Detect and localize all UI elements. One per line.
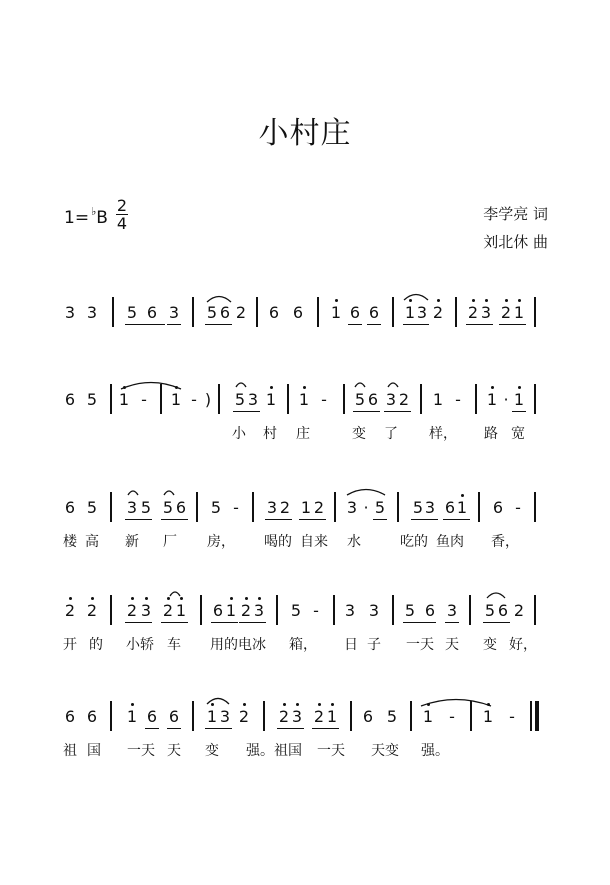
note: 3 <box>291 707 303 726</box>
note: 1 <box>298 390 310 409</box>
note: 6 <box>362 707 374 726</box>
note: 5 <box>354 390 366 409</box>
underline <box>483 622 510 623</box>
note: 5 <box>290 601 302 620</box>
barline <box>469 595 471 625</box>
note: 1 <box>225 601 237 620</box>
lyric: 开 <box>63 637 77 653</box>
lyric: 香， <box>491 534 519 550</box>
underline <box>167 324 181 325</box>
lyric: 高 <box>85 534 99 550</box>
underline <box>233 411 260 412</box>
lyricist-credit: 李学亮 词 <box>483 205 548 223</box>
key-note: B <box>96 208 108 228</box>
note: 5 <box>412 498 424 517</box>
note: 3 <box>368 601 380 620</box>
barline <box>252 492 254 522</box>
lyric: 厂 <box>163 534 177 550</box>
lyric: 村 <box>263 426 277 442</box>
fermata <box>386 378 400 388</box>
note: 3 <box>346 498 358 517</box>
note: ) <box>204 390 212 409</box>
key-signature <box>64 196 128 233</box>
note: 2 <box>279 498 291 517</box>
underline <box>373 519 387 520</box>
note: - <box>313 601 319 620</box>
barline <box>110 701 112 731</box>
note: 6 <box>367 390 379 409</box>
high-dot <box>131 597 134 600</box>
underline <box>161 519 188 520</box>
note: 3 <box>253 601 265 620</box>
note: 3 <box>424 498 436 517</box>
barline <box>192 701 194 731</box>
barline <box>200 595 202 625</box>
note: · <box>503 390 509 409</box>
note: 6 <box>168 707 180 726</box>
barline <box>392 297 394 327</box>
fermata <box>126 486 140 496</box>
lyric: 自来 <box>300 534 328 550</box>
lyric: 车 <box>167 637 181 653</box>
barline <box>478 492 480 522</box>
note: 6 <box>492 498 504 517</box>
score-row-4 <box>0 601 610 661</box>
barline <box>392 595 394 625</box>
lyric: 一天 <box>317 743 345 759</box>
underline <box>205 728 232 729</box>
high-dot <box>175 386 178 389</box>
note: 6 <box>146 707 158 726</box>
lyric: 水 <box>347 534 361 550</box>
barline <box>455 297 457 327</box>
underline <box>161 622 188 623</box>
high-dot <box>472 299 475 302</box>
high-dot <box>303 386 306 389</box>
note: 6 <box>444 498 456 517</box>
high-dot <box>91 597 94 600</box>
note: 3 <box>266 498 278 517</box>
note: 2 <box>64 601 76 620</box>
fermata <box>484 587 508 599</box>
underline <box>211 622 238 623</box>
barline <box>530 701 532 731</box>
high-dot <box>283 703 286 706</box>
note: 3 <box>385 390 397 409</box>
note: 3 <box>219 707 231 726</box>
barline <box>420 384 422 414</box>
time-signature <box>116 197 128 232</box>
lyric: 房， <box>207 534 235 550</box>
note: · <box>363 498 369 517</box>
slur <box>344 484 388 496</box>
score-row-5 <box>0 707 610 767</box>
note: - <box>509 707 515 726</box>
note: 1 <box>482 707 494 726</box>
underline <box>312 728 339 729</box>
high-dot <box>335 299 338 302</box>
lyric: 好， <box>509 637 537 653</box>
fermata <box>168 587 182 597</box>
high-dot <box>485 299 488 302</box>
barline <box>475 384 477 414</box>
lyric: 变 <box>352 426 366 442</box>
note: 1 <box>513 390 525 409</box>
lyric: 国 <box>87 743 101 759</box>
note: 1 <box>330 303 342 322</box>
barline <box>218 384 220 414</box>
high-dot <box>123 386 126 389</box>
fermata <box>353 378 367 388</box>
note: 5 <box>206 303 218 322</box>
underline <box>384 411 411 412</box>
note: 1 <box>404 303 416 322</box>
note: 1 <box>170 390 182 409</box>
note: 5 <box>404 601 416 620</box>
slur <box>204 693 232 705</box>
lyric: 的 <box>89 637 103 653</box>
note: - <box>141 390 147 409</box>
high-dot <box>270 386 273 389</box>
note: 2 <box>467 303 479 322</box>
underline <box>353 411 380 412</box>
note: 6 <box>368 303 380 322</box>
time-numerator: 2 <box>116 196 128 215</box>
lyric: 用的电冰 <box>210 637 266 653</box>
note: 6 <box>64 498 76 517</box>
note: 1 <box>300 498 312 517</box>
note: 5 <box>86 498 98 517</box>
high-dot <box>243 703 246 706</box>
note: 3 <box>64 303 76 322</box>
barline <box>334 492 336 522</box>
time-denominator: 4 <box>116 214 128 233</box>
lyric: 强。祖国 <box>246 743 302 759</box>
lyric: 天 <box>445 637 459 653</box>
barline <box>534 492 536 522</box>
note: 2 <box>235 303 247 322</box>
lyric: 小轿 <box>126 637 154 653</box>
barline <box>333 595 335 625</box>
lyric: 日 <box>344 637 358 653</box>
lyric: 子 <box>367 637 381 653</box>
barline <box>192 297 194 327</box>
credits <box>483 200 548 256</box>
note: 6 <box>86 707 98 726</box>
score-row-1 <box>0 303 610 363</box>
lyric: 宽 <box>511 426 525 442</box>
note: 6 <box>424 601 436 620</box>
fermata <box>162 486 176 496</box>
note: 5 <box>234 390 246 409</box>
lyric: 吃的 <box>400 534 428 550</box>
note: 5 <box>140 498 152 517</box>
lyric: 一天 <box>127 743 155 759</box>
song-title: 小村庄 <box>258 116 352 151</box>
high-dot <box>230 597 233 600</box>
barline <box>196 492 198 522</box>
barline <box>534 297 536 327</box>
note: - <box>191 390 197 409</box>
underline <box>205 324 232 325</box>
note: 6 <box>349 303 361 322</box>
high-dot <box>518 386 521 389</box>
barline <box>350 701 352 731</box>
lyric: 祖 <box>63 743 77 759</box>
underline <box>403 324 429 325</box>
high-dot <box>245 597 248 600</box>
note: 6 <box>64 707 76 726</box>
note: 2 <box>398 390 410 409</box>
note: 3 <box>86 303 98 322</box>
note: 2 <box>313 498 325 517</box>
high-dot <box>258 597 261 600</box>
note: 6 <box>64 390 76 409</box>
barline <box>110 492 112 522</box>
key-prefix: 1= <box>64 208 90 228</box>
barline <box>343 384 345 414</box>
high-dot <box>145 597 148 600</box>
note: 5 <box>126 303 138 322</box>
high-dot <box>505 299 508 302</box>
note: 1 <box>126 707 138 726</box>
underline <box>125 324 165 325</box>
note: 1 <box>206 707 218 726</box>
note: 2 <box>162 601 174 620</box>
note: 5 <box>484 601 496 620</box>
note: 6 <box>268 303 280 322</box>
note: 5 <box>162 498 174 517</box>
note: 1 <box>513 303 525 322</box>
note: - <box>455 390 461 409</box>
high-dot <box>180 597 183 600</box>
note: 2 <box>240 601 252 620</box>
barline <box>256 297 258 327</box>
barline <box>110 384 112 414</box>
high-dot <box>518 299 521 302</box>
note: - <box>449 707 455 726</box>
high-dot <box>331 703 334 706</box>
high-dot <box>318 703 321 706</box>
high-dot <box>69 597 72 600</box>
fermata <box>234 378 248 388</box>
note: 2 <box>432 303 444 322</box>
barline <box>112 297 114 327</box>
underline <box>367 324 381 325</box>
note: 5 <box>210 498 222 517</box>
barline <box>317 297 319 327</box>
note: 3 <box>168 303 180 322</box>
underline <box>125 519 152 520</box>
lyric: 一天 <box>406 637 434 653</box>
high-dot <box>296 703 299 706</box>
note: 6 <box>212 601 224 620</box>
note: 1 <box>175 601 187 620</box>
note: 3 <box>480 303 492 322</box>
underline <box>499 324 526 325</box>
underline <box>512 411 526 412</box>
slur <box>204 291 234 303</box>
note: 1 <box>265 390 277 409</box>
underline <box>466 324 493 325</box>
lyric: 天 <box>167 743 181 759</box>
lyric: 路 <box>484 426 498 442</box>
high-dot <box>461 494 464 497</box>
high-dot <box>437 299 440 302</box>
lyric: 变 <box>205 743 219 759</box>
underline <box>299 519 326 520</box>
score-row-3 <box>0 498 610 558</box>
underline <box>348 324 362 325</box>
note: 2 <box>313 707 325 726</box>
lyric: 新 <box>125 534 139 550</box>
underline <box>125 622 152 623</box>
note: 6 <box>175 498 187 517</box>
note: 3 <box>446 601 458 620</box>
note: 3 <box>344 601 356 620</box>
note: 1 <box>456 498 468 517</box>
barline <box>534 384 536 414</box>
barline <box>470 701 472 731</box>
lyric: 鱼肉 <box>436 534 464 550</box>
note: 3 <box>416 303 428 322</box>
barline <box>397 492 399 522</box>
note: 1 <box>118 390 130 409</box>
note: 2 <box>238 707 250 726</box>
high-dot <box>491 386 494 389</box>
barline <box>410 701 412 731</box>
note: - <box>233 498 239 517</box>
lyric: 楼 <box>63 534 77 550</box>
high-dot <box>131 703 134 706</box>
note: 5 <box>374 498 386 517</box>
note: 6 <box>219 303 231 322</box>
high-dot <box>487 703 490 706</box>
lyric: 庄 <box>296 426 310 442</box>
underline <box>445 622 459 623</box>
lyric: 变 <box>483 637 497 653</box>
lyric: 箱， <box>289 637 317 653</box>
barline <box>534 595 536 625</box>
note: 3 <box>247 390 259 409</box>
underline <box>167 728 181 729</box>
lyric: 天变 <box>371 743 399 759</box>
lyric: 样， <box>429 426 457 442</box>
note: 2 <box>500 303 512 322</box>
note: - <box>321 390 327 409</box>
underline <box>145 728 159 729</box>
barline <box>110 595 112 625</box>
underline <box>411 519 438 520</box>
note: 3 <box>126 498 138 517</box>
underline <box>403 622 436 623</box>
final-barline <box>535 701 539 731</box>
lyric: 喝的 <box>264 534 292 550</box>
lyric: 强。 <box>421 743 449 759</box>
lyric: 了 <box>384 426 398 442</box>
underline <box>443 519 470 520</box>
high-dot <box>427 703 430 706</box>
note: 5 <box>386 707 398 726</box>
note: 2 <box>513 601 525 620</box>
note: 1 <box>326 707 338 726</box>
note: 2 <box>278 707 290 726</box>
flat-sign: ♭ <box>91 205 97 218</box>
underline <box>239 622 266 623</box>
underline <box>265 519 292 520</box>
underline <box>277 728 304 729</box>
note: 6 <box>146 303 158 322</box>
note: 1 <box>422 707 434 726</box>
note: 6 <box>292 303 304 322</box>
barline <box>160 384 162 414</box>
note: - <box>515 498 521 517</box>
barline <box>287 384 289 414</box>
note: 2 <box>126 601 138 620</box>
score-row-2 <box>0 390 610 450</box>
note: 2 <box>86 601 98 620</box>
high-dot <box>167 597 170 600</box>
composer-credit: 刘北休 曲 <box>483 233 548 251</box>
note: 1 <box>486 390 498 409</box>
note: 5 <box>86 390 98 409</box>
barline <box>263 701 265 731</box>
note: 6 <box>497 601 509 620</box>
note: 3 <box>140 601 152 620</box>
lyric: 小 <box>232 426 246 442</box>
slur <box>401 289 431 301</box>
barline <box>276 595 278 625</box>
note: 1 <box>432 390 444 409</box>
